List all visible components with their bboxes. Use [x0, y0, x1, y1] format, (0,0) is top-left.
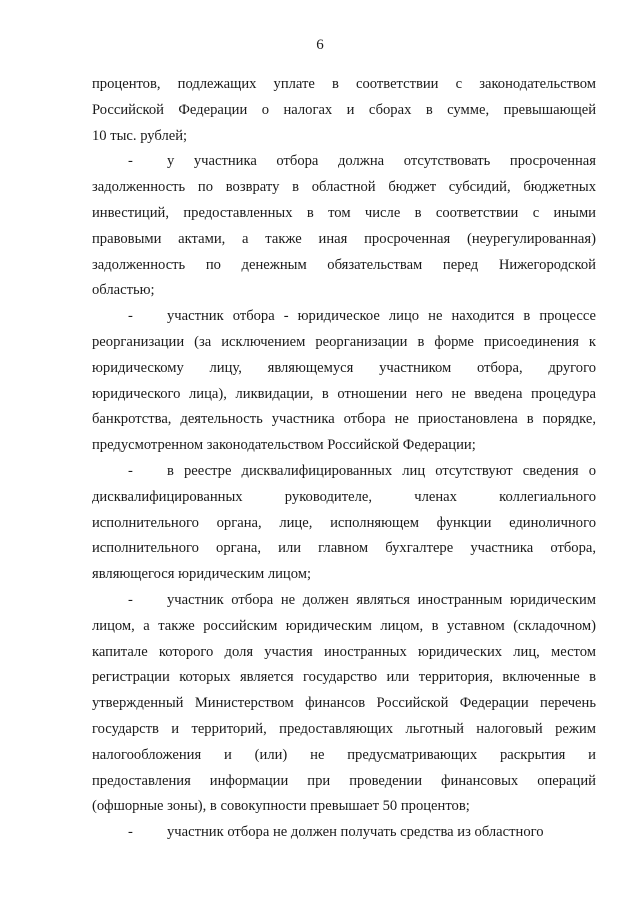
- text-line: [92, 562, 596, 588]
- list-dash: -: [128, 824, 133, 841]
- text-line: [92, 691, 596, 717]
- line-text: у участника отбора должна отсутствовать просроченная: [167, 153, 596, 170]
- text-line: [92, 278, 596, 304]
- paragraph: [92, 72, 596, 149]
- text-line: [92, 614, 596, 640]
- text-line: [92, 433, 596, 459]
- text-line: [92, 769, 596, 795]
- text-line: [92, 227, 596, 253]
- text-line: [92, 330, 596, 356]
- text-line: [92, 304, 596, 330]
- text-line: [92, 72, 596, 98]
- text-line: [92, 201, 596, 227]
- text-line: [92, 149, 596, 175]
- line-text: процентов, подлежащих уплате в соответствии с законодательством: [92, 76, 596, 92]
- line-text: задолженность по денежным обязательствам перед Нижегородской: [92, 256, 596, 273]
- paragraph: [92, 149, 596, 304]
- text-line: [92, 253, 596, 279]
- line-text: в реестре дисквалифицированных лиц отсутствуют сведения о: [167, 462, 596, 479]
- text-line: [92, 356, 596, 382]
- line-text: Российской Федерации о налогах и сборах в сумме, превышающей: [92, 101, 596, 118]
- list-dash: -: [128, 462, 133, 479]
- line-text: реорганизации (за исключением реорганизации в форме присоединения к: [92, 333, 596, 350]
- line-text: утвержденный Министерством финансов Российской Федерации перечень: [92, 695, 596, 712]
- text-line: [92, 175, 596, 201]
- line-text: участник отбора не должен получать средства из областного: [167, 824, 544, 841]
- list-dash: -: [128, 308, 133, 325]
- text-line: [92, 536, 596, 562]
- text-line: [92, 665, 596, 691]
- text-line: [92, 407, 596, 433]
- line-text: юридическому лицу, являющемуся участником отбора, другого: [92, 359, 596, 376]
- list-dash: -: [128, 591, 133, 608]
- line-text: предоставления информации при проведении финансовых операций: [92, 772, 596, 789]
- document-body: [92, 72, 596, 846]
- text-line: [92, 820, 596, 846]
- paragraph: [92, 820, 596, 846]
- line-text: участник отбора не должен являться иностранным юридическим: [167, 591, 596, 608]
- line-text: являющегося юридическим лицом;: [92, 566, 312, 583]
- line-text: лицом, а также российским юридическим лицом, в уставном (складочном): [92, 617, 596, 634]
- text-line: [92, 640, 596, 666]
- line-text: исполнительного органа, или главном бухгалтере участника отбора,: [92, 540, 596, 557]
- line-text: правовыми актами, а также иная просроченная (неурегулированная): [92, 230, 596, 247]
- line-text: капитале которого доля участия иностранных юридических лиц, местом: [92, 643, 596, 660]
- paragraph: [92, 304, 596, 459]
- paragraph: [92, 588, 596, 820]
- line-text: исполнительного органа, лице, исполняющем функции единоличного: [92, 514, 596, 531]
- page-number: 6: [316, 37, 324, 53]
- text-line: [92, 124, 596, 150]
- line-text: регистрации которых является государство или территория, включенные в: [92, 669, 596, 686]
- line-text: участник отбора - юридическое лицо не находится в процессе: [167, 308, 596, 325]
- line-text: областью;: [92, 282, 155, 299]
- text-line: [92, 485, 596, 511]
- line-text: 10 тыс. рублей;: [92, 127, 188, 144]
- text-line: [92, 511, 596, 537]
- text-line: [92, 98, 596, 124]
- line-text: задолженность по возврату в областной бюджет субсидий, бюджетных: [92, 179, 596, 196]
- line-text: налогообложения и (или) не предусматривающих раскрытия и: [92, 746, 596, 763]
- list-dash: -: [128, 153, 133, 170]
- text-line: [92, 588, 596, 614]
- line-text: государств и территорий, предоставляющих льготный налоговый режим: [92, 720, 596, 737]
- line-text: банкротства, деятельность участника отбора не приостановлена в порядке,: [92, 411, 596, 428]
- text-line: [92, 459, 596, 485]
- text-line: [92, 717, 596, 743]
- text-line: [92, 743, 596, 769]
- line-text: юридического лица), ликвидации, в отношении него не введена процедура: [92, 385, 596, 402]
- line-text: дисквалифицированных руководителе, членах коллегиального: [92, 488, 596, 505]
- paragraph: [92, 459, 596, 588]
- text-line: [92, 382, 596, 408]
- text-line: [92, 794, 596, 820]
- line-text: предусмотренном законодательством Российской Федерации;: [92, 437, 476, 454]
- line-text: инвестиций, предоставленных в том числе в соответствии с иными: [92, 204, 596, 221]
- line-text: (офшорные зоны), в совокупности превышает 50 процентов;: [92, 798, 470, 815]
